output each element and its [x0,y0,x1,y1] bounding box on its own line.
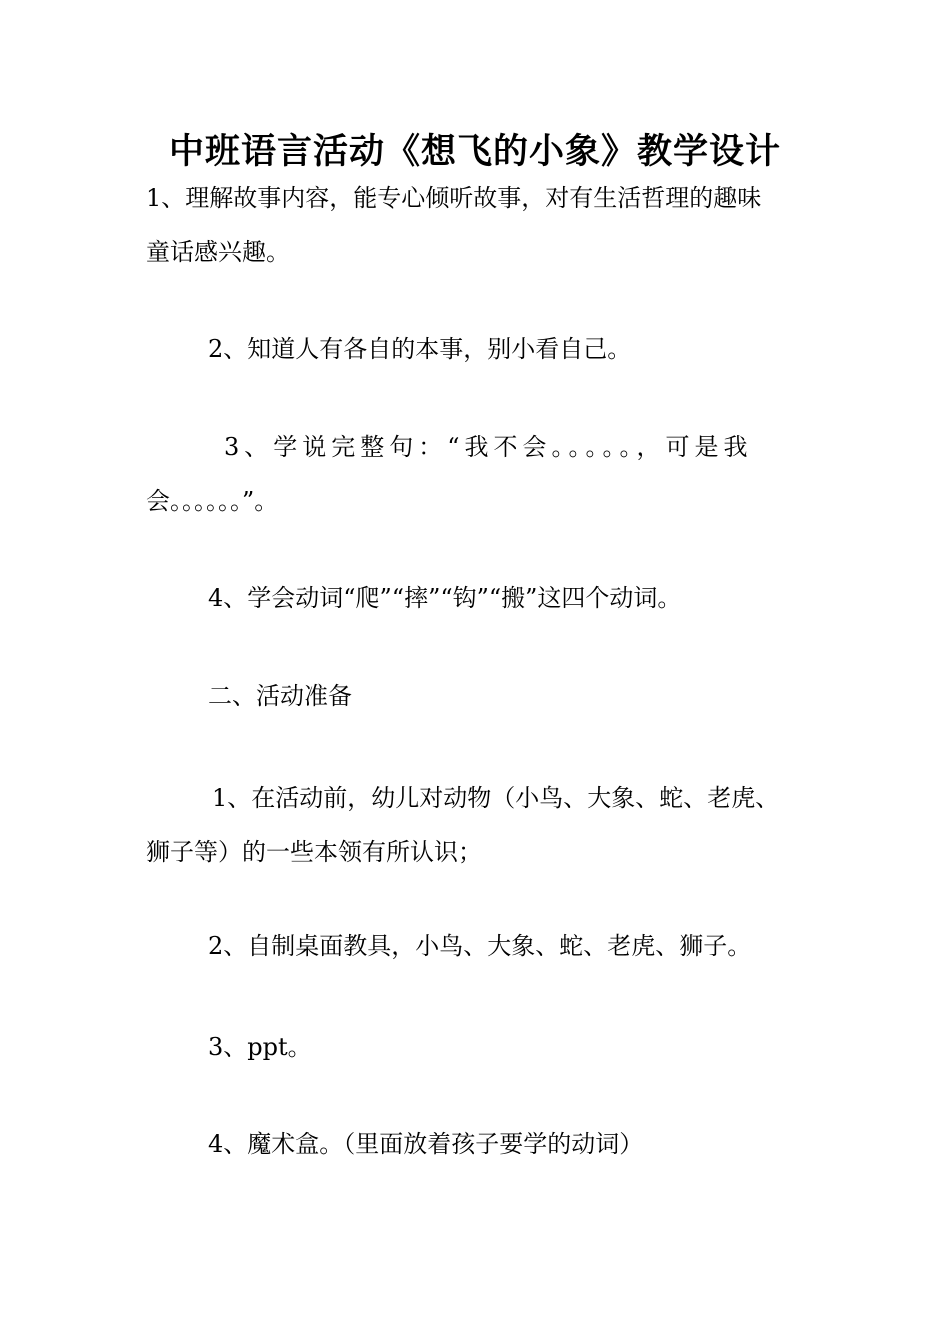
paragraph-line: 童话感兴趣。 [146,238,290,266]
paragraph-goal-1 [146,171,836,279]
paragraph-prep-1 [146,771,836,879]
paragraph-line: 1、在活动前，幼儿对动物（小鸟、大象、蛇、老虎、 [212,784,780,812]
paragraph-line: 狮子等）的一些本领有所认识； [146,838,482,866]
paragraph-goal-4 [146,571,836,625]
paragraph-line: 4、学会动词“爬”“摔”“钩”“搬”这四个动词。 [208,584,682,612]
paragraph-goal-3 [146,420,836,528]
paragraph-line: 会。。。。。。”。 [146,487,279,515]
paragraph-line: 2、自制桌面教具，小鸟、大象、蛇、老虎、狮子。 [208,932,752,960]
paragraph-line: 3、ppt。 [208,1033,312,1061]
paragraph-line: 二、活动准备 [208,682,352,710]
paragraph-prep-3 [146,1020,836,1074]
paragraph-line: 1、理解故事内容，能专心倾听故事，对有生活哲理的趣味 [146,184,762,212]
paragraph-goal-2 [146,322,836,376]
paragraph-prep-4 [146,1117,836,1171]
paragraph-line: 3、学说完整句：“我不会。。。。。，可是我 [224,433,753,461]
paragraph-line: 4、魔术盒。（里面放着孩子要学的动词） [208,1130,644,1158]
paragraph-line: 2、知道人有各自的本事，别小看自己。 [208,335,632,363]
section-heading-preparation [146,669,836,723]
paragraph-prep-2 [146,919,836,973]
document-title: 中班语言活动《想飞的小象》教学设计 [168,132,781,172]
